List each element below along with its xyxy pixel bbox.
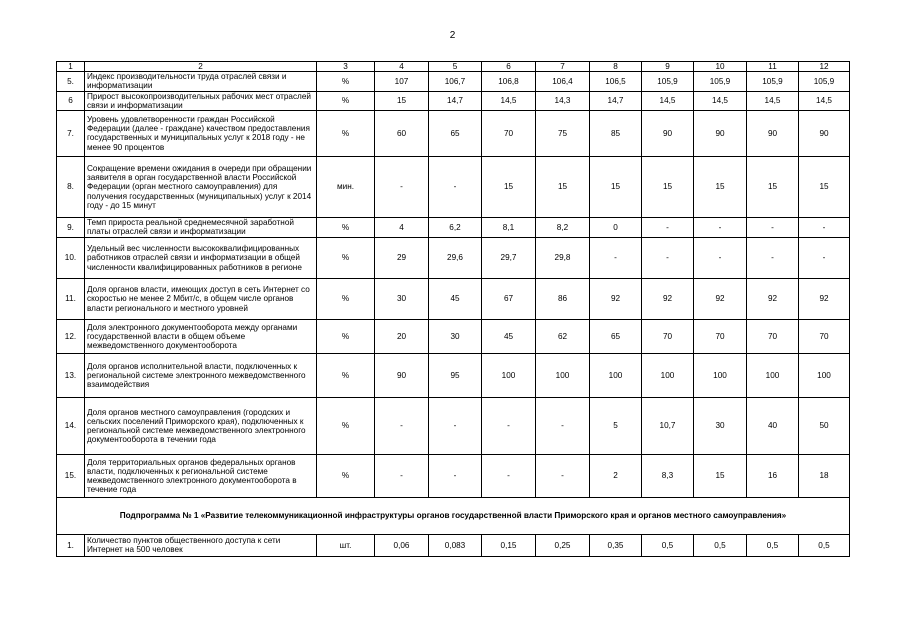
value-cell: 0,15	[482, 534, 536, 556]
value-cell: 90	[642, 110, 694, 156]
value-cell: -	[799, 237, 850, 278]
value-cell: 70	[642, 319, 694, 353]
value-cell: 30	[694, 397, 747, 454]
column-number: 2	[85, 62, 317, 72]
value-cell: 45	[482, 319, 536, 353]
value-cell: 0,5	[694, 534, 747, 556]
value-cell: 100	[642, 353, 694, 397]
value-cell: 90	[747, 110, 799, 156]
value-cell: 20	[375, 319, 429, 353]
unit-cell: %	[317, 217, 375, 237]
value-cell: 50	[799, 397, 850, 454]
unit-cell: %	[317, 319, 375, 353]
value-cell: 0	[590, 217, 642, 237]
value-cell: 14,5	[799, 91, 850, 110]
value-cell: 10,7	[642, 397, 694, 454]
indicator-name: Доля органов власти, имеющих доступ в сеть Интернет со скоростью не менее 2 Мбит/с, в общем числе органов власти регионального и местного уровней	[85, 278, 317, 319]
value-cell: 90	[375, 353, 429, 397]
value-cell: 100	[747, 353, 799, 397]
indicator-name: Доля территориальных органов федеральных органов власти, подключенных к региональной системе межведомственного электронного документооборота в течение года	[85, 454, 317, 497]
value-cell: 8,3	[642, 454, 694, 497]
value-cell: 45	[429, 278, 482, 319]
value-cell: 92	[799, 278, 850, 319]
value-cell: 105,9	[799, 72, 850, 91]
value-cell: 60	[375, 110, 429, 156]
unit-cell: %	[317, 91, 375, 110]
value-cell: 30	[375, 278, 429, 319]
value-cell: 14,3	[536, 91, 590, 110]
column-number-row	[57, 62, 850, 72]
table-row	[57, 217, 850, 237]
value-cell: -	[429, 454, 482, 497]
unit-cell: %	[317, 353, 375, 397]
value-cell: 14,7	[590, 91, 642, 110]
subprogram-row	[57, 497, 850, 534]
table-row	[57, 91, 850, 110]
value-cell: -	[375, 156, 429, 217]
value-cell: -	[429, 156, 482, 217]
row-number: 11.	[57, 278, 85, 319]
value-cell: 29,7	[482, 237, 536, 278]
column-number: 10	[694, 62, 747, 72]
value-cell: 14,5	[694, 91, 747, 110]
value-cell: 0,5	[799, 534, 850, 556]
unit-cell: шт.	[317, 534, 375, 556]
value-cell: 86	[536, 278, 590, 319]
value-cell: -	[429, 397, 482, 454]
value-cell: 0,083	[429, 534, 482, 556]
value-cell: -	[642, 217, 694, 237]
column-number: 6	[482, 62, 536, 72]
value-cell: -	[694, 217, 747, 237]
value-cell: -	[747, 217, 799, 237]
value-cell: 15	[536, 156, 590, 217]
indicators-table	[56, 61, 850, 557]
unit-cell: мин.	[317, 156, 375, 217]
value-cell: 95	[429, 353, 482, 397]
column-number: 12	[799, 62, 850, 72]
indicator-name: Количество пунктов общественного доступа к сети Интернет на 500 человек	[85, 534, 317, 556]
value-cell: -	[694, 237, 747, 278]
column-number: 8	[590, 62, 642, 72]
table-row	[57, 534, 850, 556]
row-number: 15.	[57, 454, 85, 497]
value-cell: 8,2	[536, 217, 590, 237]
value-cell: 15	[375, 91, 429, 110]
value-cell: 92	[642, 278, 694, 319]
value-cell: 0,25	[536, 534, 590, 556]
table-row	[57, 454, 850, 497]
value-cell: 106,5	[590, 72, 642, 91]
value-cell: 70	[747, 319, 799, 353]
value-cell: -	[482, 397, 536, 454]
value-cell: 100	[590, 353, 642, 397]
row-number: 13.	[57, 353, 85, 397]
value-cell: 14,5	[642, 91, 694, 110]
unit-cell: %	[317, 278, 375, 319]
value-cell: -	[642, 237, 694, 278]
value-cell: 15	[694, 454, 747, 497]
table-row	[57, 397, 850, 454]
table-row	[57, 319, 850, 353]
value-cell: 8,1	[482, 217, 536, 237]
column-number: 3	[317, 62, 375, 72]
value-cell: 6,2	[429, 217, 482, 237]
value-cell: -	[482, 454, 536, 497]
column-number: 1	[57, 62, 85, 72]
row-number: 6	[57, 91, 85, 110]
value-cell: 92	[590, 278, 642, 319]
value-cell: 100	[536, 353, 590, 397]
value-cell: -	[747, 237, 799, 278]
indicator-name: Сокращение времени ожидания в очереди при обращении заявителя в орган государственной власти Российской Федерации (орган местного самоуправления) для получения государственных (муниципальных) услуг к 2014 году - до 15 минут	[85, 156, 317, 217]
value-cell: -	[375, 397, 429, 454]
unit-cell: %	[317, 454, 375, 497]
value-cell: 85	[590, 110, 642, 156]
value-cell: 14,7	[429, 91, 482, 110]
value-cell: 0,35	[590, 534, 642, 556]
table-row	[57, 110, 850, 156]
value-cell: 14,5	[482, 91, 536, 110]
column-number: 11	[747, 62, 799, 72]
value-cell: 0,06	[375, 534, 429, 556]
value-cell: 15	[694, 156, 747, 217]
value-cell: 92	[694, 278, 747, 319]
value-cell: 65	[590, 319, 642, 353]
value-cell: 15	[482, 156, 536, 217]
page-number: 2	[449, 30, 456, 41]
value-cell: 100	[694, 353, 747, 397]
value-cell: 105,9	[694, 72, 747, 91]
table-row	[57, 72, 850, 91]
row-number: 9.	[57, 217, 85, 237]
value-cell: 15	[747, 156, 799, 217]
row-number: 14.	[57, 397, 85, 454]
value-cell: 90	[799, 110, 850, 156]
value-cell: 90	[694, 110, 747, 156]
value-cell: 70	[482, 110, 536, 156]
column-number: 5	[429, 62, 482, 72]
row-number: 1.	[57, 534, 85, 556]
value-cell: 5	[590, 397, 642, 454]
row-number: 5.	[57, 72, 85, 91]
value-cell: 65	[429, 110, 482, 156]
table-row	[57, 156, 850, 217]
row-number: 7.	[57, 110, 85, 156]
indicator-name: Уровень удовлетворенности граждан Российской Федерации (далее - граждане) качеством предоставления государственных и муниципальных услуг к 2018 году - не менее 90 процентов	[85, 110, 317, 156]
value-cell: 16	[747, 454, 799, 497]
value-cell: 105,9	[642, 72, 694, 91]
value-cell: 106,8	[482, 72, 536, 91]
value-cell: 67	[482, 278, 536, 319]
unit-cell: %	[317, 72, 375, 91]
value-cell: 0,5	[642, 534, 694, 556]
indicator-name: Доля органов исполнительной власти, подключенных к региональной системе электронного межведомственного взаимодействия	[85, 353, 317, 397]
column-number: 9	[642, 62, 694, 72]
indicator-name: Темп прироста реальной среднемесячной заработной платы отраслей связи и информатизации	[85, 217, 317, 237]
value-cell: 30	[429, 319, 482, 353]
column-number: 7	[536, 62, 590, 72]
row-number: 12.	[57, 319, 85, 353]
value-cell: 106,7	[429, 72, 482, 91]
value-cell: 29,8	[536, 237, 590, 278]
column-number: 4	[375, 62, 429, 72]
table-row	[57, 353, 850, 397]
indicator-name: Удельный вес численности высококвалифицированных работников отраслей связи и информатизации в общей численности квалифицированных работников в регионе	[85, 237, 317, 278]
unit-cell: %	[317, 397, 375, 454]
value-cell: 15	[590, 156, 642, 217]
indicator-name: Доля электронного документооборота между органами государственной власти в общем объеме межведомственного документооборота	[85, 319, 317, 353]
value-cell: 14,5	[747, 91, 799, 110]
indicator-name: Доля органов местного самоуправления (городских и сельских поселений Приморского края), подключенных к региональной системе межведомственного электронного документооборота в течении года	[85, 397, 317, 454]
value-cell: 100	[482, 353, 536, 397]
value-cell: 107	[375, 72, 429, 91]
value-cell: 2	[590, 454, 642, 497]
value-cell: -	[375, 454, 429, 497]
value-cell: 75	[536, 110, 590, 156]
indicator-name: Индекс производительности труда отраслей связи и информатизации	[85, 72, 317, 91]
value-cell: 70	[799, 319, 850, 353]
subprogram-title: Подпрограмма № 1 «Развитие телекоммуникационной инфраструктуры органов государственной власти Приморского края и органов местного самоуправления»	[57, 497, 850, 534]
value-cell: 100	[799, 353, 850, 397]
unit-cell: %	[317, 237, 375, 278]
value-cell: 40	[747, 397, 799, 454]
value-cell: -	[590, 237, 642, 278]
value-cell: 15	[799, 156, 850, 217]
value-cell: -	[536, 397, 590, 454]
value-cell: 62	[536, 319, 590, 353]
value-cell: 29,6	[429, 237, 482, 278]
value-cell: 92	[747, 278, 799, 319]
value-cell: 4	[375, 217, 429, 237]
value-cell: 15	[642, 156, 694, 217]
row-number: 10.	[57, 237, 85, 278]
value-cell: 105,9	[747, 72, 799, 91]
value-cell: -	[536, 454, 590, 497]
value-cell: 0,5	[747, 534, 799, 556]
table-row	[57, 237, 850, 278]
row-number: 8.	[57, 156, 85, 217]
unit-cell: %	[317, 110, 375, 156]
indicator-name: Прирост высокопроизводительных рабочих мест отраслей связи и информатизации	[85, 91, 317, 110]
table-row	[57, 278, 850, 319]
value-cell: -	[799, 217, 850, 237]
value-cell: 70	[694, 319, 747, 353]
value-cell: 29	[375, 237, 429, 278]
value-cell: 106,4	[536, 72, 590, 91]
value-cell: 18	[799, 454, 850, 497]
